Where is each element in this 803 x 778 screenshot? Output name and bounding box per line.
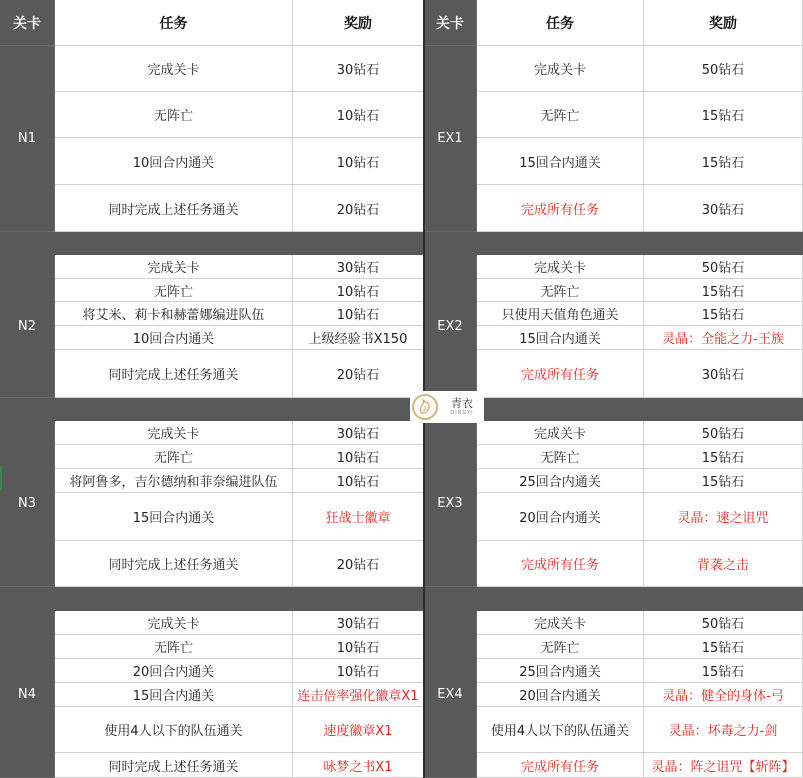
task-cell: 同时完成上述任务通关 (55, 350, 293, 398)
reward-cell: 上级经验书X150 (293, 326, 424, 350)
logo-brand-subtext: QINGYI (450, 409, 474, 416)
task-cell: 完成关卡 (477, 611, 644, 635)
reward-cell: 10钻石 (293, 635, 424, 659)
header-stage-right: 关卡 (424, 0, 477, 46)
task-cell: 20回合内通关 (477, 683, 644, 707)
reward-cell: 50钻石 (644, 46, 803, 92)
reward-cell: 15钻石 (644, 469, 803, 493)
reward-cell: 狂战士徽章 (293, 493, 424, 541)
task-cell: 无阵亡 (55, 445, 293, 469)
group-separator (0, 232, 803, 255)
fox-emblem-icon (412, 394, 438, 420)
task-cell: 无阵亡 (477, 635, 644, 659)
task-cell: 15回合内通关 (55, 683, 293, 707)
reward-cell: 10钻石 (293, 279, 424, 302)
reward-cell: 30钻石 (293, 421, 424, 445)
reward-cell: 15钻石 (644, 635, 803, 659)
task-cell: 无阵亡 (55, 92, 293, 138)
task-cell: 完成关卡 (55, 611, 293, 635)
reward-cell: 灵晶：全能之力-王族 (644, 326, 803, 350)
task-cell: 25回合内通关 (477, 469, 644, 493)
task-cell: 完成关卡 (55, 46, 293, 92)
header-reward-left: 奖励 (293, 0, 424, 46)
task-cell: 完成所有任务 (477, 185, 644, 232)
task-cell: 同时完成上述任务通关 (55, 753, 293, 778)
task-cell: 10回合内通关 (55, 326, 293, 350)
task-cell: 完成关卡 (55, 421, 293, 445)
reward-cell: 速度徽章X1 (293, 707, 424, 753)
stage-label: EX2 (424, 255, 477, 398)
reward-cell: 15钻石 (644, 138, 803, 185)
stage-label: N2 (0, 255, 55, 398)
reward-cell: 15钻石 (644, 279, 803, 302)
task-cell: 无阵亡 (477, 279, 644, 302)
task-cell: 15回合内通关 (477, 138, 644, 185)
reward-cell: 15钻石 (644, 92, 803, 138)
reward-cell: 10钻石 (293, 92, 424, 138)
stage-label: EX3 (424, 421, 477, 587)
reward-cell: 30钻石 (293, 46, 424, 92)
reward-cell: 10钻石 (293, 302, 424, 326)
task-cell: 无阵亡 (55, 279, 293, 302)
task-cell: 完成所有任务 (477, 753, 644, 778)
reward-cell: 背袭之击 (644, 541, 803, 587)
reward-cell: 50钻石 (644, 611, 803, 635)
reward-cell: 50钻石 (644, 421, 803, 445)
reward-cell: 灵晶：阵之诅咒【斩阵】 (644, 753, 803, 778)
watermark-logo (410, 391, 484, 423)
task-cell: 完成所有任务 (477, 541, 644, 587)
stage-label: EX1 (424, 46, 477, 232)
reward-cell: 30钻石 (644, 185, 803, 232)
task-cell: 将艾米、莉卡和赫蕾娜编进队伍 (55, 302, 293, 326)
task-cell: 同时完成上述任务通关 (55, 541, 293, 587)
reward-cell: 连击倍率强化徽章X1 (293, 683, 424, 707)
task-cell: 完成关卡 (477, 421, 644, 445)
reward-cell: 咏梦之书X1 (293, 753, 424, 778)
task-cell: 20回合内通关 (477, 493, 644, 541)
task-cell: 完成关卡 (477, 46, 644, 92)
reward-cell: 20钻石 (293, 185, 424, 232)
stage-label: EX4 (424, 611, 477, 778)
reward-cell: 15钻石 (644, 302, 803, 326)
reward-cell: 30钻石 (644, 350, 803, 398)
task-cell: 完成关卡 (55, 255, 293, 279)
task-cell: 使用4人以下的队伍通关 (55, 707, 293, 753)
table-divider (423, 0, 425, 778)
task-cell: 10回合内通关 (55, 138, 293, 185)
reward-cell: 灵晶：健全的身体-弓 (644, 683, 803, 707)
task-cell: 15回合内通关 (477, 326, 644, 350)
reward-cell: 30钻石 (293, 255, 424, 279)
reward-cell: 50钻石 (644, 255, 803, 279)
reward-cell: 灵晶：速之诅咒 (644, 493, 803, 541)
stage-label: N4 (0, 611, 55, 778)
task-cell: 只使用天值角色通关 (477, 302, 644, 326)
group-separator (0, 398, 803, 421)
header-task-right: 任务 (477, 0, 644, 46)
group-separator (0, 587, 803, 611)
task-cell: 完成关卡 (477, 255, 644, 279)
reward-cell: 30钻石 (293, 611, 424, 635)
reward-cell: 10钻石 (293, 445, 424, 469)
header-stage-left: 关卡 (0, 0, 55, 46)
stage-label: N1 (0, 46, 55, 232)
task-cell: 同时完成上述任务通关 (55, 185, 293, 232)
header-reward-right: 奖励 (644, 0, 803, 46)
logo-brand-text: 青衣 (451, 396, 473, 410)
stage-label: N3 (0, 421, 55, 587)
task-cell: 使用4人以下的队伍通关 (477, 707, 644, 753)
reward-cell: 灵晶：坏毒之力-剑 (644, 707, 803, 753)
task-cell: 无阵亡 (477, 92, 644, 138)
selection-edge (0, 466, 2, 490)
task-cell: 将阿鲁多，吉尔德纳和菲奈编进队伍 (55, 469, 293, 493)
reward-cell: 15钻石 (644, 445, 803, 469)
reward-cell: 20钻石 (293, 541, 424, 587)
reward-cell: 10钻石 (293, 659, 424, 683)
task-cell: 无阵亡 (55, 635, 293, 659)
task-cell: 完成所有任务 (477, 350, 644, 398)
task-cell: 25回合内通关 (477, 659, 644, 683)
reward-cell: 10钻石 (293, 138, 424, 185)
reward-cell: 20钻石 (293, 350, 424, 398)
header-task-left: 任务 (55, 0, 293, 46)
task-cell: 无阵亡 (477, 445, 644, 469)
reward-cell: 10钻石 (293, 469, 424, 493)
reward-cell: 15钻石 (644, 659, 803, 683)
task-cell: 15回合内通关 (55, 493, 293, 541)
task-cell: 20回合内通关 (55, 659, 293, 683)
